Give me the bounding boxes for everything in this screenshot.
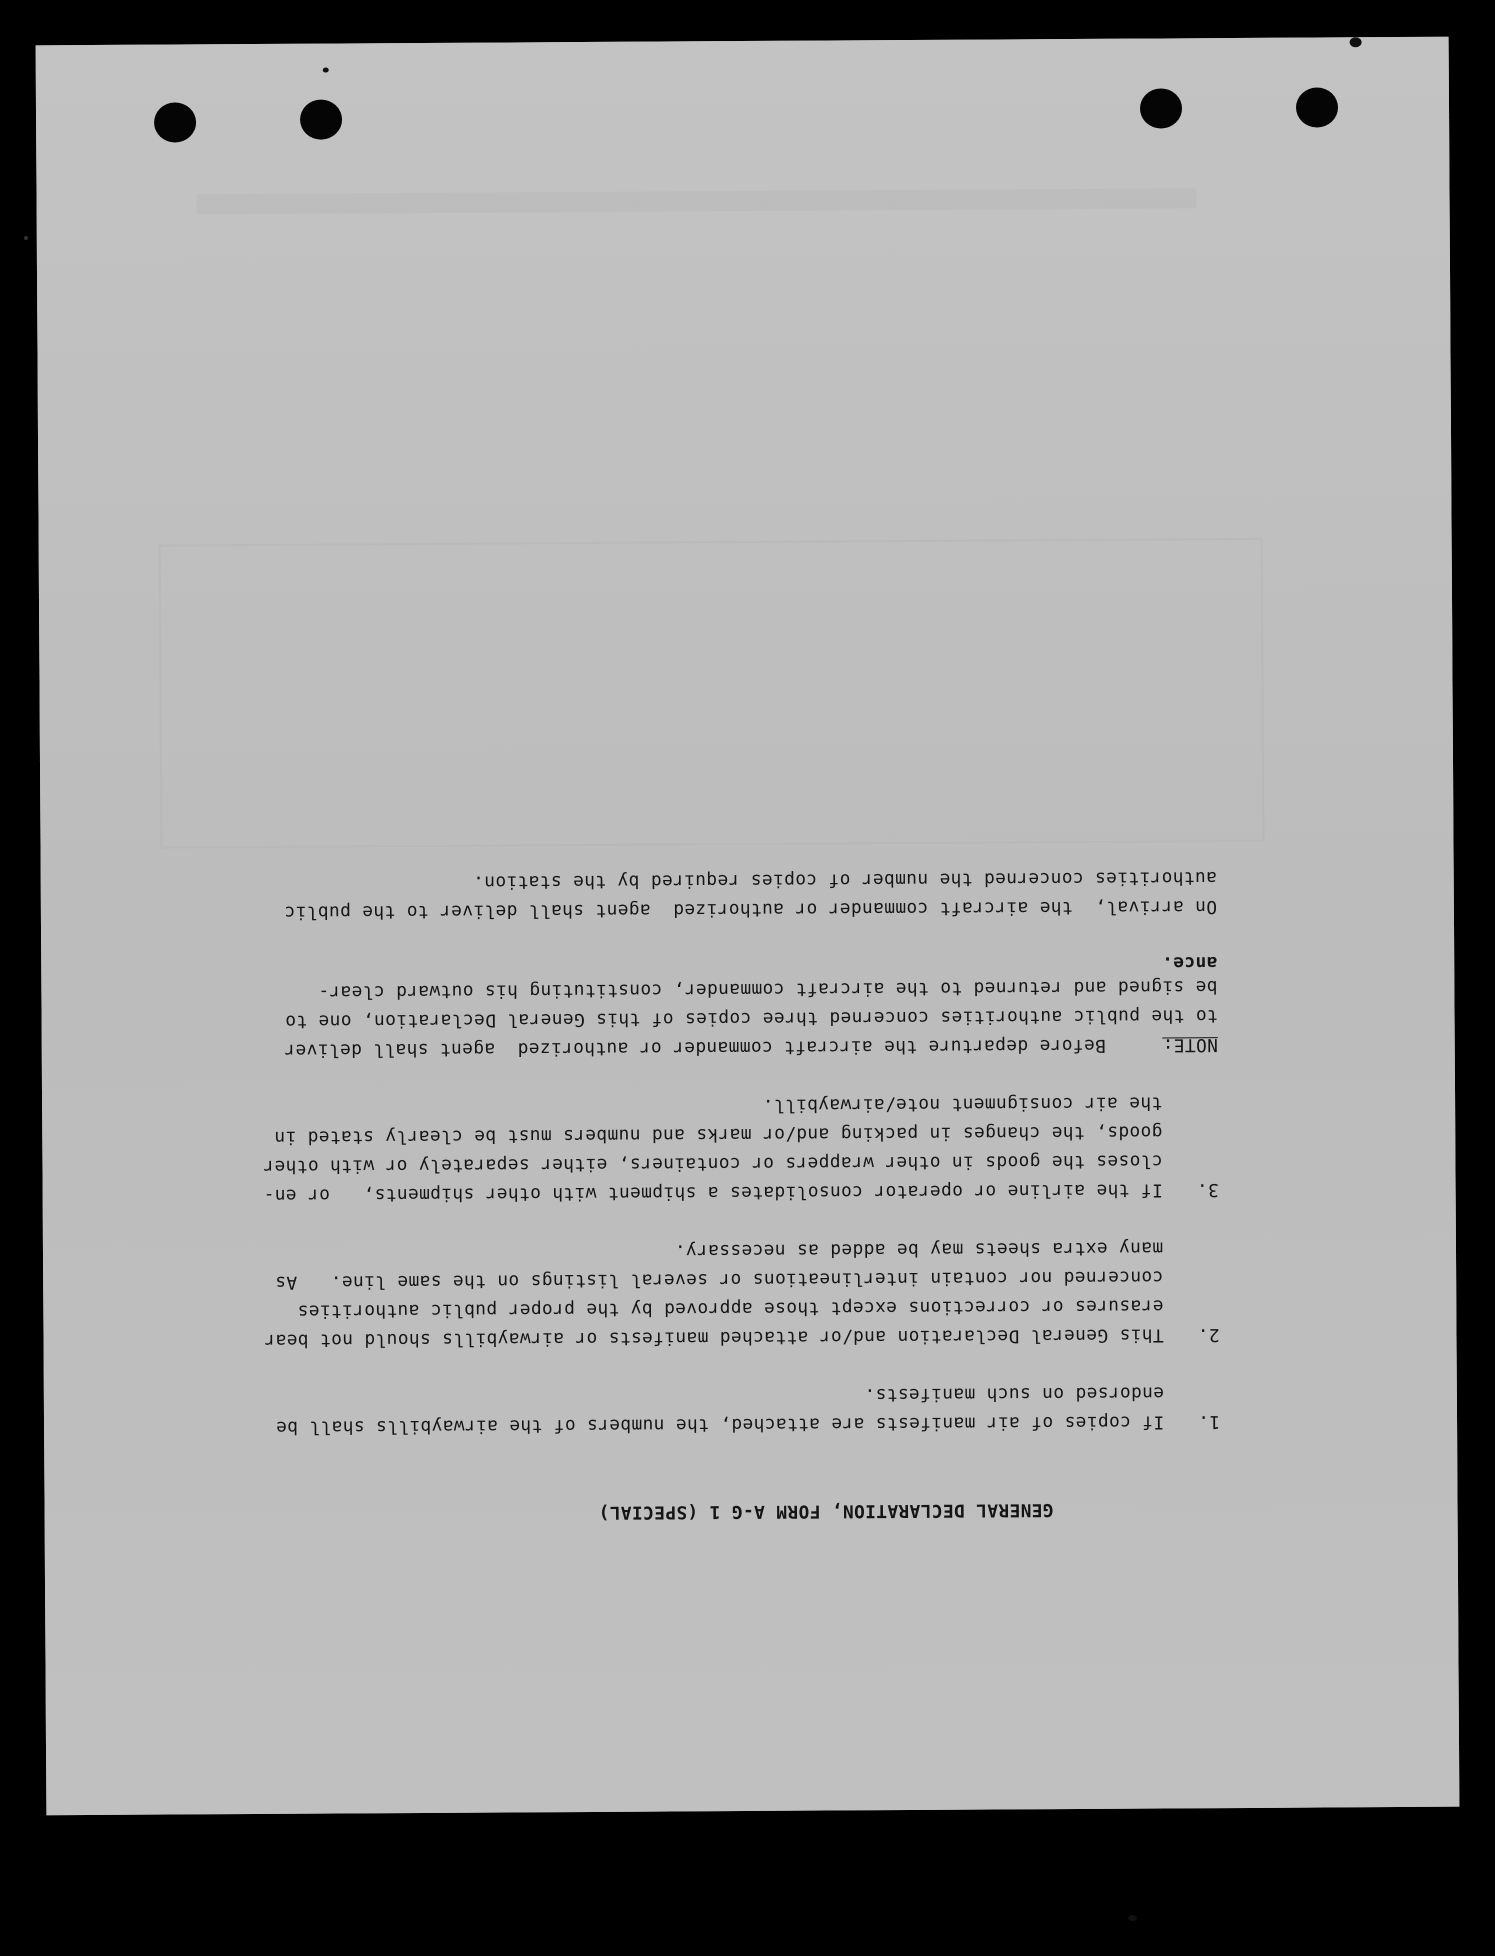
ink-speck (24, 236, 28, 240)
note-label: NOTE: (1162, 1034, 1218, 1056)
item-1-line-2: endorsed on such manifests. (864, 1382, 1165, 1406)
declaration-text (165, 827, 1309, 1530)
item-2-line-2: erasures or corrections except those approved by the proper public authorities (297, 1295, 1164, 1322)
item-3-line-2: closes the goods in other wrappers or containers, either separately or with other (263, 1150, 1163, 1177)
item-1-line-1: 1.If copies of air manifests are attached, the numbers of the airwaybills shall be (276, 1378, 1310, 1471)
scanned-page (36, 37, 1460, 1816)
item-3-line-3: goods, the changes in packing and/or marks and numbers must be clearly stated in (273, 1121, 1163, 1148)
item-3-line-1: 3.If the airline or operator consolidates a shipment with other shipments, or en- (263, 1146, 1308, 1239)
item-number: 2. (1197, 1324, 1220, 1346)
item-2-line-1: 2.This General Declaration and/or attached manifests or airwaybills should not bear (264, 1291, 1309, 1384)
arrival-line-1: On arrival, the aircraft commander or authorized agent shall deliver to the public (284, 896, 1218, 923)
item-number: 3. (1196, 1179, 1219, 1201)
note-line-1: NOTE:Before departure the aircraft commander or authorized agent shall deliver (284, 1001, 1307, 1094)
document-title: GENERAL DECLARATION, FORM A-G 1 (SPECIAL) (598, 1499, 1054, 1523)
ink-speck (1128, 1915, 1137, 1921)
note-line-2: to the public authorities concerned three copies of this General Declaration, one to (284, 1005, 1218, 1032)
arrival-line-2: authorities concerned the number of copies required by the station. (472, 867, 1217, 893)
item-number: 1. (1197, 1411, 1221, 1433)
note-line-3: be signed and returned to the aircraft commander, constituting his outward clear- (317, 976, 1218, 1003)
item-2-line-4: many extra sheets may be added as necessary. (674, 1237, 1164, 1262)
upside-down-content (36, 37, 1460, 1816)
item-3-line-4: the air consignment note/airwaybill. (762, 1092, 1163, 1116)
item-2-line-3: concerned nor contain interlineations or several listings on the same line. As (274, 1266, 1164, 1293)
note-line-4: ance. (1161, 952, 1218, 974)
